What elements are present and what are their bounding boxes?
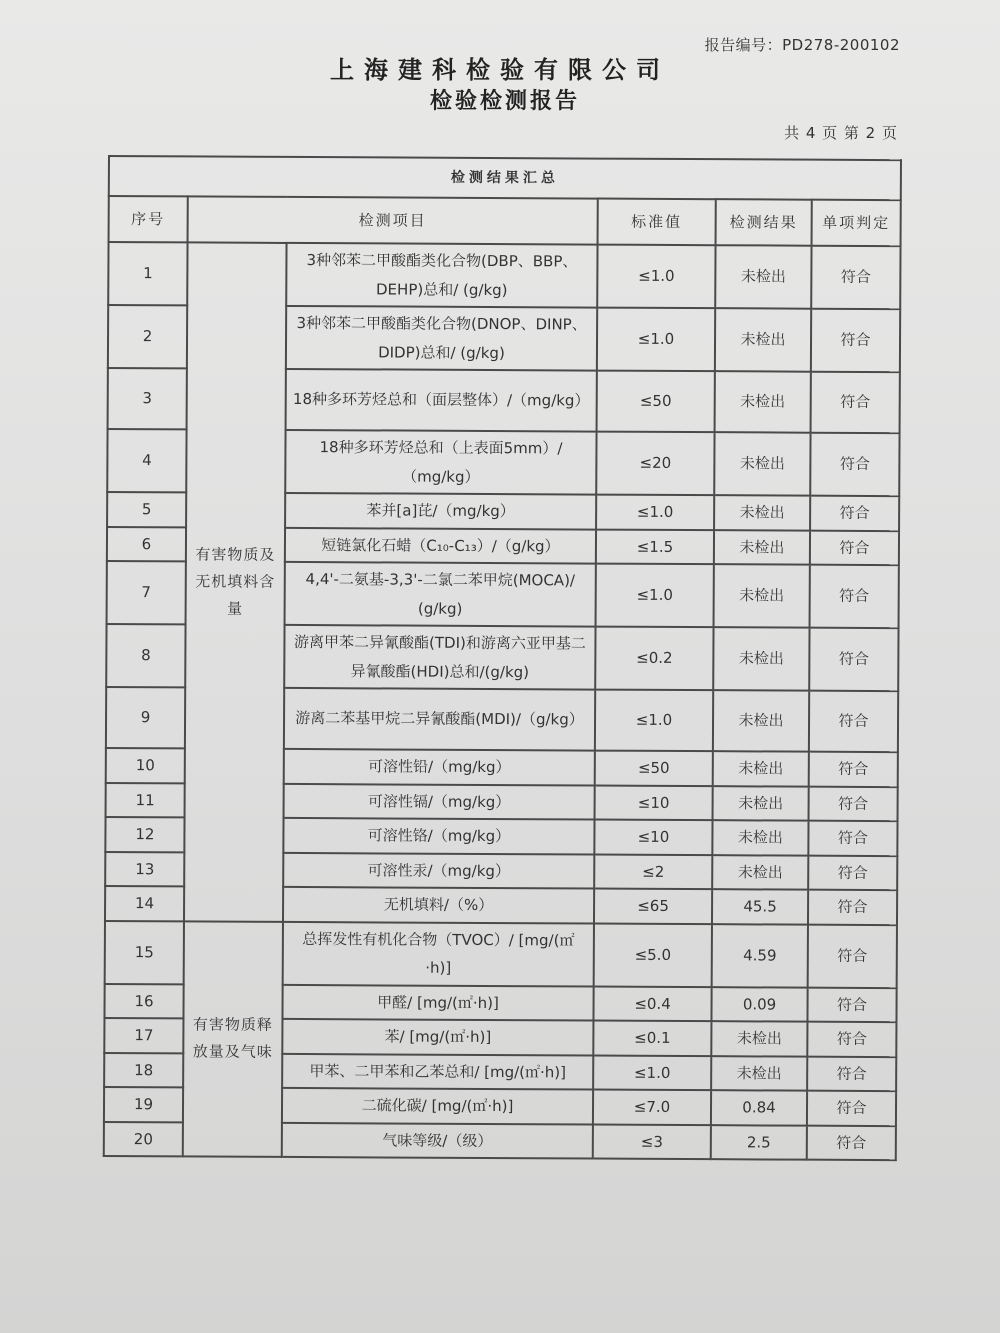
standard-value: ≤65 xyxy=(594,889,712,924)
judgement: 符合 xyxy=(807,1022,896,1057)
test-result: 45.5 xyxy=(712,889,808,924)
row-number: 4 xyxy=(107,429,186,492)
summary-title-row xyxy=(109,156,901,200)
test-item: 无机填料/（%） xyxy=(283,887,594,923)
judgement: 符合 xyxy=(808,924,897,987)
test-result: 未检出 xyxy=(713,751,809,786)
test-result: 未检出 xyxy=(713,690,809,752)
row-number: 1 xyxy=(108,242,187,305)
column-header-row xyxy=(109,196,901,246)
test-item: 3种邻苯二甲酸酯类化合物(DNOP、DINP、DIDP)总和/ (g/kg) xyxy=(286,306,597,371)
row-number: 16 xyxy=(104,983,183,1018)
standard-value: ≤1.0 xyxy=(593,1055,711,1090)
judgement: 符合 xyxy=(811,246,900,309)
test-result: 未检出 xyxy=(714,432,810,496)
row-number: 18 xyxy=(104,1052,183,1087)
row-number: 11 xyxy=(106,782,185,817)
test-item: 可溶性镉/（mg/kg） xyxy=(284,783,595,819)
company-name: 上海建科检验有限公司 xyxy=(330,55,670,84)
judgement: 符合 xyxy=(809,786,898,821)
test-item: 18种多环芳烃总和（面层整体）/（mg/kg） xyxy=(286,369,597,432)
row-number: 7 xyxy=(107,561,186,624)
col-header-judgement: 单项判定 xyxy=(812,200,901,246)
test-result: 未检出 xyxy=(712,820,808,855)
standard-value: ≤50 xyxy=(597,371,715,433)
judgement: 符合 xyxy=(810,530,899,565)
row-number: 2 xyxy=(108,305,187,368)
judgement: 符合 xyxy=(809,752,898,787)
judgement: 符合 xyxy=(809,691,898,752)
judgement: 符合 xyxy=(810,565,899,628)
row-number: 6 xyxy=(107,527,186,562)
test-result: 未检出 xyxy=(714,530,810,565)
judgement: 符合 xyxy=(809,628,898,691)
test-item: 18种多环芳烃总和（上表面5mm）/（mg/kg） xyxy=(285,430,596,495)
row-number: 15 xyxy=(105,920,184,983)
test-item: 甲醛/ [mg/(㎡·h)] xyxy=(282,984,593,1020)
results-summary-table-wrap xyxy=(103,155,900,1161)
test-item: 气味等级/（级） xyxy=(282,1122,593,1158)
test-item: 苯并[a]芘/（mg/kg） xyxy=(285,493,596,529)
row-number: 13 xyxy=(105,851,184,886)
table-row xyxy=(105,920,897,987)
row-number: 3 xyxy=(108,368,187,429)
row-number: 9 xyxy=(106,687,185,748)
test-result: 未检出 xyxy=(714,564,810,628)
standard-value: ≤1.0 xyxy=(596,495,714,530)
category-cell: 有害物质释放量及气味 xyxy=(183,921,283,1157)
table-row xyxy=(108,242,900,309)
test-result: 0.09 xyxy=(711,987,807,1022)
test-item: 可溶性铬/（mg/kg） xyxy=(283,818,594,854)
row-number: 10 xyxy=(106,748,185,783)
test-result: 未检出 xyxy=(715,371,811,433)
row-number: 20 xyxy=(104,1121,183,1156)
standard-value: ≤10 xyxy=(594,820,712,855)
test-item: 游离二苯基甲烷二异氰酸酯(MDI)/（g/kg） xyxy=(284,688,595,751)
test-result: 0.84 xyxy=(711,1090,807,1125)
summary-title: 检测结果汇总 xyxy=(109,156,901,200)
row-number: 8 xyxy=(106,624,185,687)
test-result: 未检出 xyxy=(715,245,811,309)
test-result: 未检出 xyxy=(715,308,811,372)
test-result: 未检出 xyxy=(713,786,809,821)
standard-value: ≤0.1 xyxy=(593,1021,711,1056)
standard-value: ≤3 xyxy=(593,1124,711,1159)
row-number: 5 xyxy=(107,492,186,527)
standard-value: ≤7.0 xyxy=(593,1090,711,1125)
judgement: 符合 xyxy=(810,433,899,496)
category-cell: 有害物质及无机填料含量 xyxy=(184,242,287,921)
judgement: 符合 xyxy=(808,855,897,890)
results-summary-table xyxy=(103,155,902,1161)
test-result: 4.59 xyxy=(712,924,808,988)
judgement: 符合 xyxy=(807,1056,896,1091)
col-header-no: 序号 xyxy=(109,196,188,242)
judgement: 符合 xyxy=(807,1125,896,1160)
col-header-result: 检测结果 xyxy=(716,199,812,246)
standard-value: ≤1.0 xyxy=(596,564,714,628)
test-item: 可溶性铅/（mg/kg） xyxy=(284,749,595,785)
standard-value: ≤20 xyxy=(596,432,714,496)
standard-value: ≤0.4 xyxy=(593,986,711,1021)
test-item: 游离甲苯二异氰酸酯(TDI)和游离六亚甲基二异氰酸酯(HDI)总和/(g/kg) xyxy=(284,625,595,690)
test-item: 3种邻苯二甲酸酯类化合物(DBP、BBP、DEHP)总和/ (g/kg) xyxy=(286,243,597,308)
test-result: 未检出 xyxy=(712,855,808,890)
judgement: 符合 xyxy=(808,821,897,856)
report-title: 检验检测报告 xyxy=(429,88,580,114)
test-item: 甲苯、二甲苯和乙苯总和/ [mg/(㎡·h)] xyxy=(282,1053,593,1089)
test-item: 可溶性汞/（mg/kg） xyxy=(283,852,594,888)
test-result: 未检出 xyxy=(711,1056,807,1091)
page-count: 共 4 页 第 2 页 xyxy=(784,124,898,142)
col-header-standard: 标准值 xyxy=(598,199,716,246)
test-item: 短链氯化石蜡（C₁₀-C₁₃）/（g/kg） xyxy=(285,527,596,563)
standard-value: ≤1.0 xyxy=(597,308,715,372)
test-item: 苯/ [mg/(㎡·h)] xyxy=(282,1019,593,1055)
test-item: 二硫化碳/ [mg/(㎡·h)] xyxy=(282,1088,593,1124)
judgement: 符合 xyxy=(811,309,900,372)
standard-value: ≤10 xyxy=(595,785,713,820)
standard-value: ≤5.0 xyxy=(594,923,712,987)
test-result: 未检出 xyxy=(711,1021,807,1056)
test-item: 总挥发性有机化合物（TVOC）/ [mg/(㎡·h)] xyxy=(283,921,594,986)
row-number: 19 xyxy=(104,1087,183,1122)
test-result: 未检出 xyxy=(714,495,810,530)
test-result: 未检出 xyxy=(713,627,809,691)
judgement: 符合 xyxy=(811,372,900,433)
judgement: 符合 xyxy=(807,987,896,1022)
standard-value: ≤1.0 xyxy=(595,690,713,752)
judgement: 符合 xyxy=(810,496,899,531)
report-number: 报告编号：PD278-200102 xyxy=(704,36,900,54)
col-header-item: 检测项目 xyxy=(188,196,598,244)
test-result: 2.5 xyxy=(711,1125,807,1160)
row-number: 17 xyxy=(104,1018,183,1053)
standard-value: ≤1.5 xyxy=(596,529,714,564)
row-number: 12 xyxy=(105,817,184,852)
row-number: 14 xyxy=(105,886,184,921)
standard-value: ≤0.2 xyxy=(595,627,713,691)
standard-value: ≤2 xyxy=(594,854,712,889)
test-item: 4,4'-二氨基-3,3'-二氯二苯甲烷(MOCA)/ (g/kg) xyxy=(285,562,596,627)
standard-value: ≤1.0 xyxy=(597,245,715,309)
judgement: 符合 xyxy=(808,890,897,925)
standard-value: ≤50 xyxy=(595,751,713,786)
judgement: 符合 xyxy=(807,1091,896,1126)
